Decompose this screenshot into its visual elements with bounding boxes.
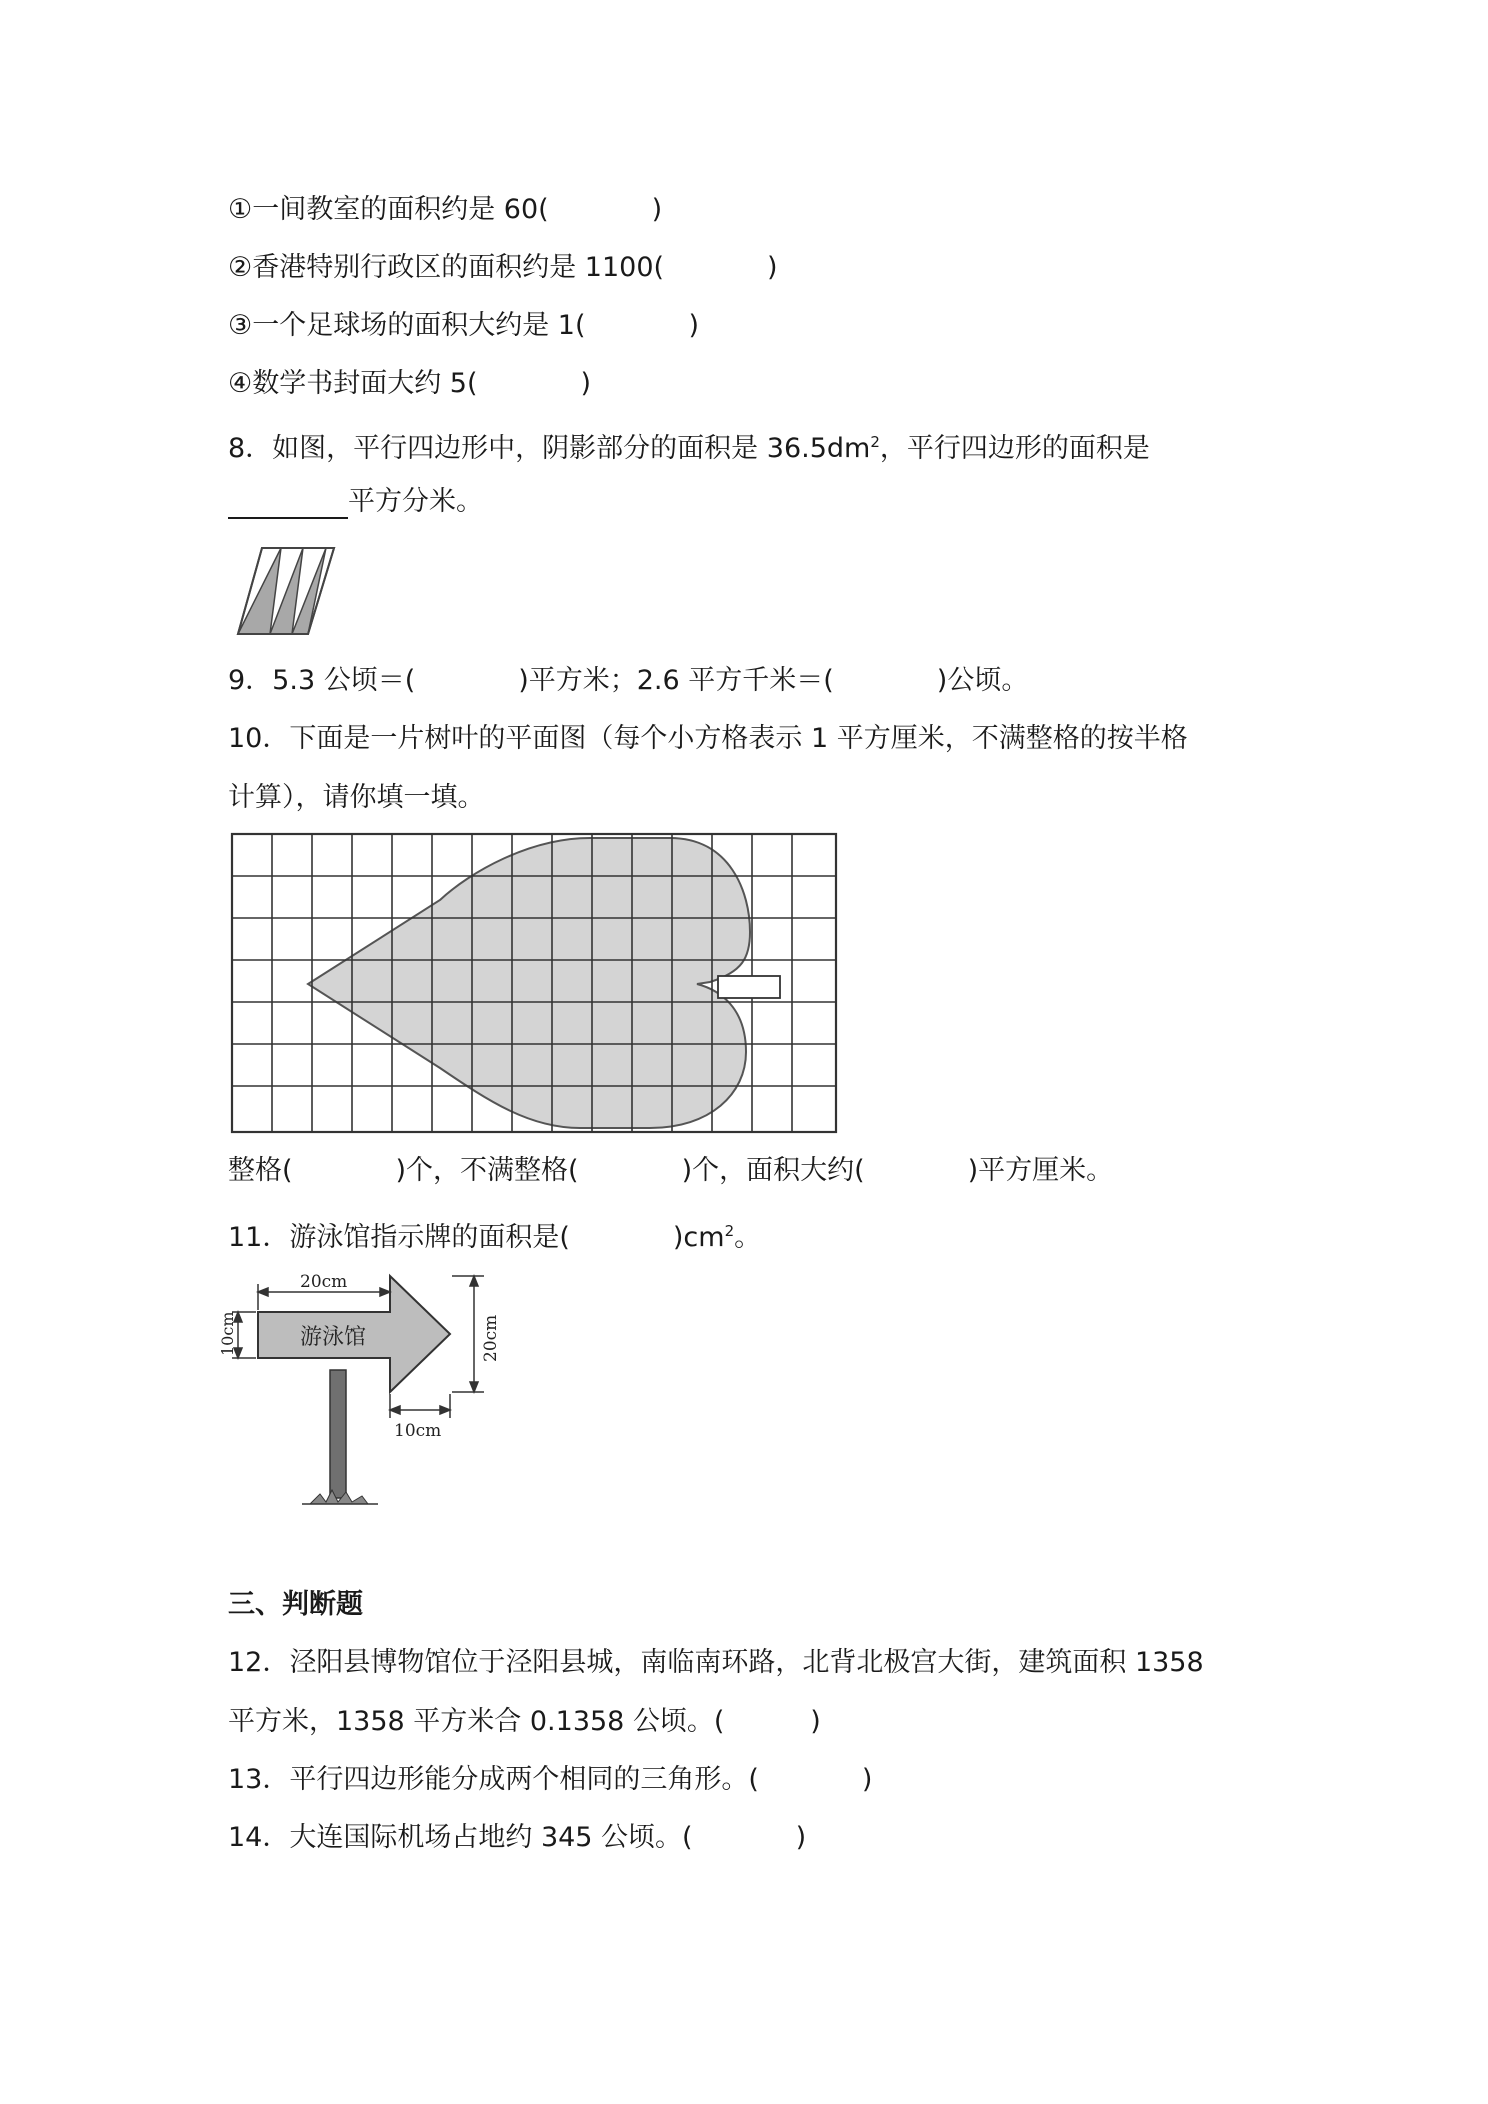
leaf-grid-figure — [230, 832, 838, 1134]
q7-item-1: ①一间教室的面积约是 60( ) — [228, 194, 663, 225]
q8-text-b: ，平行四边形的面积是 — [879, 433, 1150, 464]
sign-post — [302, 1370, 378, 1504]
q7-item-3: ③一个足球场的面积大约是 1( ) — [228, 310, 700, 341]
q12-question-line1: 12．泾阳县博物馆位于泾阳县城，南临南环路，北背北极宫大街，建筑面积 1358 — [228, 1647, 1204, 1678]
q8-superscript: 2 — [870, 433, 880, 451]
dim-left-label: 10cm — [218, 1311, 237, 1356]
q14-question: 14．大连国际机场占地约 345 公顷。( ) — [228, 1822, 807, 1853]
q11-text-b: 。 — [734, 1222, 762, 1253]
swimming-sign-figure — [218, 1272, 522, 1512]
sign-label: 游泳馆 — [300, 1325, 367, 1350]
answer-blank[interactable] — [228, 489, 348, 519]
parallelogram-figure — [236, 546, 336, 638]
leaf-shape — [308, 838, 750, 1128]
q8-answer-line — [228, 485, 483, 519]
q10-question-line2: 计算），请你填一填。 — [228, 782, 485, 813]
q9-question: 9．5.3 公顷＝( )平方米；2.6 平方千米＝( )公顷。 — [228, 665, 1029, 696]
q7-item-4: ④数学书封面大约 5( ) — [228, 368, 592, 399]
q11-superscript: 2 — [724, 1222, 735, 1240]
section-title: 三、判断题 — [228, 1589, 363, 1620]
q8-unit: 平方分米。 — [348, 486, 483, 517]
q12-question-line2: 平方米，1358 平方米合 0.1358 公顷。( ) — [228, 1706, 821, 1737]
q10-answer-line: 整格( )个，不满整格( )个，面积大约( )平方厘米。 — [228, 1155, 1114, 1186]
q7-item-2: ②香港特别行政区的面积约是 1100( ) — [228, 252, 778, 283]
dim-bottom-label: 10cm — [394, 1421, 442, 1441]
q8-question — [228, 425, 1150, 466]
q10-question-line1: 10．下面是一片树叶的平面图（每个小方格表示 1 平方厘米，不满整格的按半格 — [228, 723, 1188, 754]
dim-right-label: 20cm — [481, 1314, 501, 1362]
q8-text-a: 8．如图，平行四边形中，阴影部分的面积是 36.5dm — [228, 433, 871, 464]
leaf-stem — [718, 976, 780, 998]
q11-question — [228, 1214, 761, 1255]
dim-top-label: 20cm — [300, 1272, 348, 1292]
q11-text-a: 11．游泳馆指示牌的面积是( )cm — [228, 1222, 725, 1253]
q13-question: 13．平行四边形能分成两个相同的三角形。( ) — [228, 1764, 873, 1795]
